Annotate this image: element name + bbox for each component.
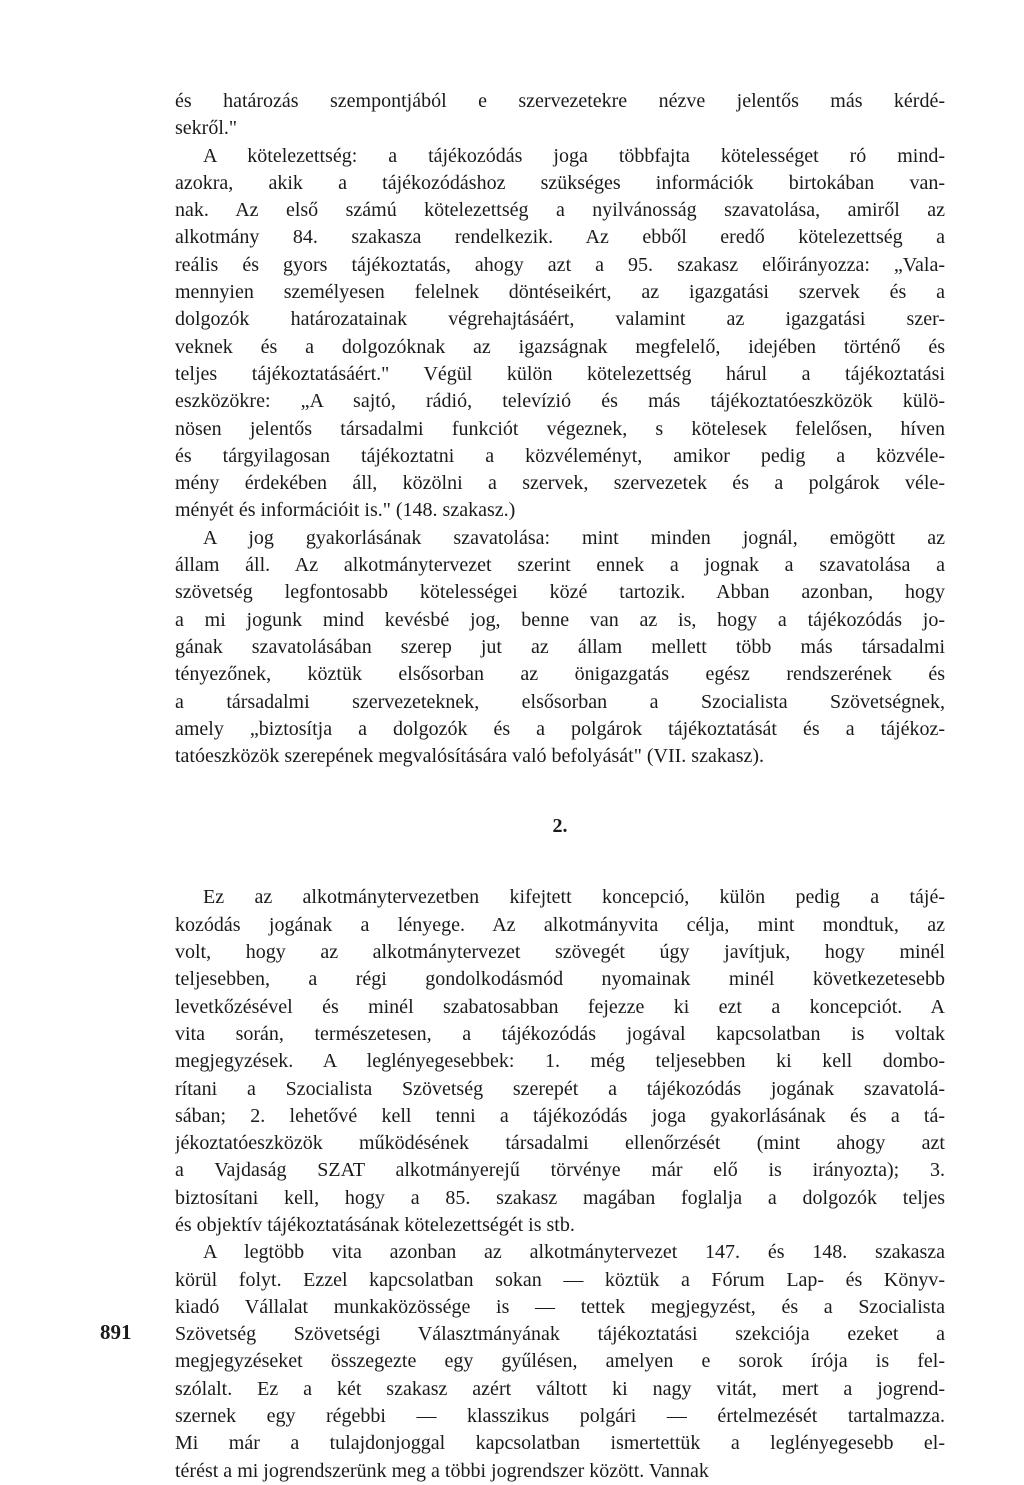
text-line: rítani a Szocialista Szövetség szerepét a tájékozódás jogának szavatolá- <box>175 1077 945 1100</box>
text-line: teljes tájékoztatásáért." Végül külön kötelezettség hárul a tájékoztatási <box>175 362 945 385</box>
paragraph <box>175 884 945 1239</box>
text-block-before-section <box>175 88 945 770</box>
text-line: kozódás jogának a lényege. Az alkotmányvita célja, mint mondtuk, az <box>175 913 945 936</box>
text-line: vita során, természetesen, a tájékozódás jogával kapcsolatban is voltak <box>175 1022 945 1045</box>
section-number: 2. <box>552 815 568 838</box>
text-line: eszközökre: „A sajtó, rádió, televízió és más tájékoztatóeszközök külö- <box>175 390 945 413</box>
text-line: és objektív tájékoztatásának kötelezettségét is stb. <box>175 1213 575 1236</box>
text-line: levetkőzésével és minél szabatosabban fejezze ki ezt a koncepciót. A <box>175 995 945 1018</box>
paragraph <box>175 525 945 771</box>
text-line: állam áll. Az alkotmánytervezet szerint ennek a jognak a szavatolása a <box>175 554 945 577</box>
text-line: kiadó Vállalat munkaközössége is — tettek megjegyzést, és a Szocialista <box>175 1295 945 1318</box>
text-line: azokra, akik a tájékozódáshoz szükséges információk birtokában van- <box>175 171 945 194</box>
text-line: reális és gyors tájékoztatás, ahogy azt a 95. szakasz előirányozza: „Vala- <box>175 253 945 276</box>
text-line: sában; 2. lehetővé kell tenni a tájékozódás joga gyakorlásának és a tá- <box>175 1104 945 1127</box>
text-line: mennyien személyesen felelnek döntéseikért, az igazgatási szervek és a <box>175 281 945 304</box>
text-line: teljesebben, a régi gondolkodásmód nyomainak minél következetesebb <box>175 968 945 991</box>
text-line: Szövetség Szövetségi Választmányának tájékoztatási szekciója ezeket a <box>175 1323 945 1346</box>
text-line: dolgozók határozatainak végrehajtásáért, valamint az igazgatási szer- <box>175 308 945 331</box>
text-line: a Vajdaság SZAT alkotmányerejű törvénye már elő is irányozta); 3. <box>175 1159 945 1182</box>
paragraph <box>175 88 945 143</box>
text-line: A legtöbb vita azonban az alkotmánytervezet 147. és 148. szakasza <box>203 1241 945 1264</box>
text-line: és határozás szempontjából e szervezetekre nézve jelentős más kérdé- <box>175 90 945 112</box>
text-line: biztosítani kell, hogy a 85. szakasz magában foglalja a dolgozók teljes <box>175 1186 945 1209</box>
text-line: A jog gyakorlásának szavatolása: mint minden jognál, emögött az <box>203 526 945 549</box>
text-line: a társadalmi szervezeteknek, elsősorban a Szocialista Szövetségnek, <box>175 690 945 713</box>
text-line: ményét és információit is." (148. szakasz.) <box>175 499 516 522</box>
text-line: mény érdekében áll, közölni a szervek, szervezetek és a polgárok véle- <box>175 472 945 495</box>
text-line: a mi jogunk mind kevésbé jog, benne van az is, hogy a tájékozódás jo- <box>175 608 945 631</box>
text-line: amely „biztosítja a dolgozók és a polgárok tájékoztatását és a tájékoz- <box>175 717 945 740</box>
text-line: sekről." <box>175 117 238 140</box>
text-line: jékoztatóeszközök működésének társadalmi ellenőrzését (mint ahogy azt <box>175 1132 945 1155</box>
text-line: alkotmány 84. szakasza rendelkezik. Az ebből eredő kötelezettség a <box>175 226 945 249</box>
page-number: 891 <box>100 1320 132 1344</box>
text-line: veknek és a dolgozóknak az igazságnak megfelelő, idejében történő és <box>175 335 945 358</box>
text-line: Ez az alkotmánytervezetben kifejtett koncepció, külön pedig a tájé- <box>203 886 945 909</box>
paragraph <box>175 1239 945 1485</box>
text-line: tatóeszközök szerepének megvalósítására való befolyását" (VII. szakasz). <box>175 745 765 768</box>
text-line: A kötelezettség: a tájékozódás joga többfajta kötelességet ró mind- <box>203 144 945 167</box>
paragraph <box>175 143 945 525</box>
text-block-after-section <box>175 884 945 1485</box>
text-line: volt, hogy az alkotmánytervezet szövegét úgy javítjuk, hogy minél <box>175 941 945 964</box>
text-line: szernek egy régebbi — klasszikus polgári — értelmezését tartalmazza. <box>175 1405 945 1428</box>
text-line: megjegyzések. A leglényegesebbek: 1. még teljesebben ki kell dombo- <box>175 1050 945 1073</box>
text-line: megjegyzéseket összegezte egy gyűlésen, amelyen e sorok írója is fel- <box>175 1350 945 1373</box>
page-body <box>175 88 945 1485</box>
text-line: nösen jelentős társadalmi funkciót végeznek, s kötelesek felelősen, híven <box>175 417 945 440</box>
text-line: térést a mi jogrendszerünk meg a többi jogrendszer között. Vannak <box>175 1459 709 1482</box>
text-line: tényezőnek, köztük elsősorban az önigazgatás egész rendszerének és <box>175 663 945 686</box>
text-line: szólalt. Ez a két szakasz azért váltott ki nagy vitát, mert a jogrend- <box>175 1377 945 1400</box>
text-line: és tárgyilagosan tájékoztatni a közvéleményt, amikor pedig a közvéle- <box>175 444 945 467</box>
text-line: szövetség legfontosabb kötelességei közé tartozik. Abban azonban, hogy <box>175 581 945 604</box>
text-line: körül folyt. Ezzel kapcsolatban sokan — köztük a Fórum Lap- és Könyv- <box>175 1268 945 1291</box>
text-line: nak. Az első számú kötelezettség a nyilvánosság szavatolása, amiről az <box>175 199 945 222</box>
text-line: Mi már a tulajdonjoggal kapcsolatban ismertettük a leglényegesebb el- <box>175 1432 945 1455</box>
text-line: gának szavatolásában szerep jut az állam mellett több más társadalmi <box>175 635 945 658</box>
